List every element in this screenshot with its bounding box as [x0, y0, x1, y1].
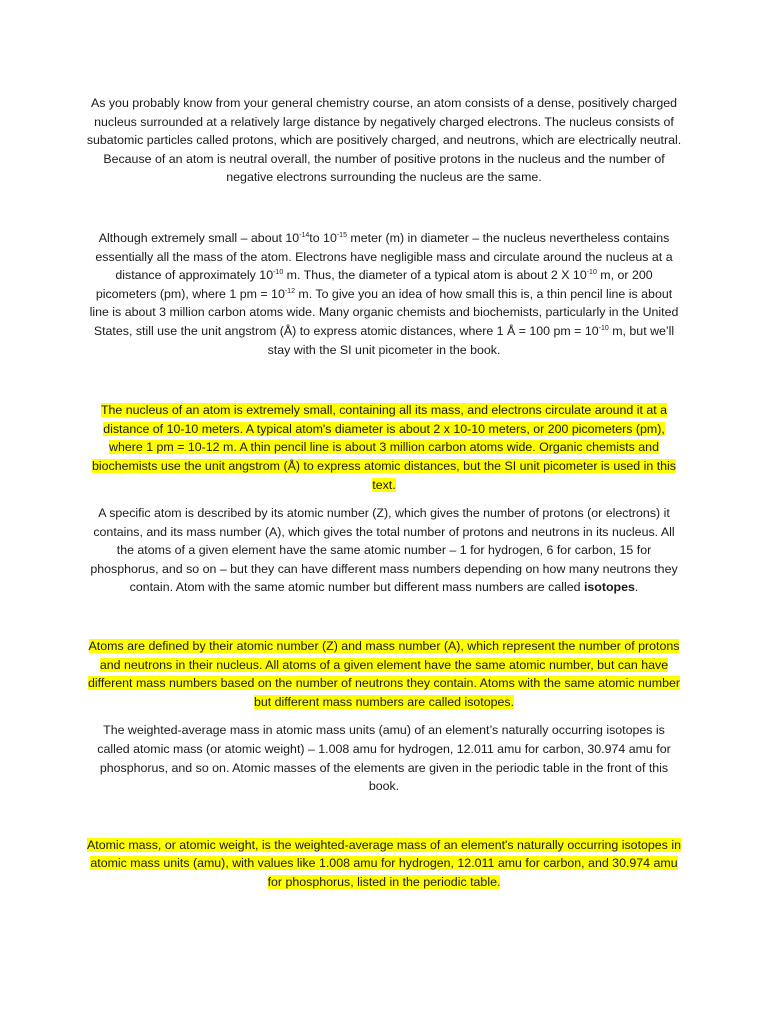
paragraph-atomic-mass [86, 721, 682, 795]
highlighted-summary-isotopes [86, 637, 682, 711]
highlighted-summary-nucleus [86, 401, 682, 494]
highlighted-text: Atomic mass, or atomic weight, is the weighted-average mass of an element's naturally occurring isotopes in atomic mass units (amu), with values like 1.008 amu for hydrogen, 12.011 amu for carbon, and 30.974 amu for phosphorus, listed in the periodic table. [87, 837, 681, 889]
superscript: -10 [598, 324, 609, 332]
paragraph-text: The weighted-average mass in atomic mass units (amu) of an element’s naturally occurring isotopes is called atomic mass (or atomic weight) – 1.008 amu for hydrogen, 12.011 amu for carbon, 30.974 amu for phosphorus, and so on. Atomic masses of the elements are given in the periodic table in the front of this book. [97, 723, 671, 794]
text-run: Although extremely small – about 10 [98, 230, 300, 245]
text-run: m, but we’ll stay with the SI unit picometer in the book. [267, 323, 675, 357]
text-run: . [634, 580, 639, 595]
text-run: m, or 200 picometers (pm), where 1 pm = 10 [95, 268, 653, 301]
highlighted-summary-atomic-mass [86, 836, 682, 892]
superscript: -15 [336, 231, 347, 239]
text-run: meter (m) in diameter – the nucleus nevertheless contains essentially all the mass of the atom. Electrons have negligible mass and circulate around the nucleus at a distance of approximately 10 [95, 230, 673, 283]
paragraph-nucleus-size [86, 229, 682, 359]
bold-term-isotopes: isotopes [583, 580, 635, 595]
superscript: -10 [586, 269, 597, 277]
superscript: -10 [273, 269, 284, 277]
highlighted-text: The nucleus of an atom is extremely small, containing all its mass, and electrons circulate around it at a distance of 10-10 meters. A typical atom's diameter is about 2 x 10-10 meters, or 200 picometers (pm), where 1 pm = 10-12 m. A thin pencil line is about 3 million carbon atoms wide. Organic chemists and biochemists use the unit angstrom (Å) to express atomic distances, but the SI unit picometer is used in this text. [91, 403, 676, 492]
paragraph-text: As you probably know from your general chemistry course, an atom consists of a dense, positively charged nucleus surrounded at a relatively large distance by negatively charged electrons. The nucleus consists of subatomic particles called protons, which are positively charged, and neutrons, which are electrically neutral. Because of an atom is neutral overall, the number of positive protons in the nucleus and the number of negative electrons surrounding the nucleus are the same. [86, 96, 682, 185]
paragraph-atomic-number [86, 504, 682, 597]
text-run: A specific atom is described by its atomic number (Z), which gives the number of protons (or electrons) it contains, and its mass number (A), which gives the total number of protons and neutrons in its nucleus. All the atoms of a given element have the same atomic number – 1 for hydrogen, 6 for carbon, 15 for phosphorus, and so on – but they can have different mass numbers depending on how many neutrons they contain. Atom with the same atomic number but different mass numbers are called [90, 506, 678, 595]
superscript: -12 [284, 287, 295, 295]
text-run: m. To give you an idea of how small this is, a thin pencil line is about line is about 3 million carbon atoms wide. Many organic chemists and biochemists, particularly in the United States, still use the unit angstrom (Å) to express atomic distances, where 1 Å = 100 pm = 10 [89, 286, 679, 338]
highlighted-text: Atoms are defined by their atomic number (Z) and mass number (A), which represent the number of protons and neutrons in their nucleus. All atoms of a given element have the same atomic number, but can have different mass numbers based on the number of neutrons they contain. Atoms with the same atomic number but different mass numbers are called isotopes. [87, 639, 681, 709]
text-run: to 10 [309, 230, 337, 245]
superscript: -14 [299, 231, 310, 239]
paragraph-atom-structure [86, 94, 682, 187]
text-run: m. Thus, the diameter of a typical atom is about 2 X 10 [283, 268, 587, 283]
